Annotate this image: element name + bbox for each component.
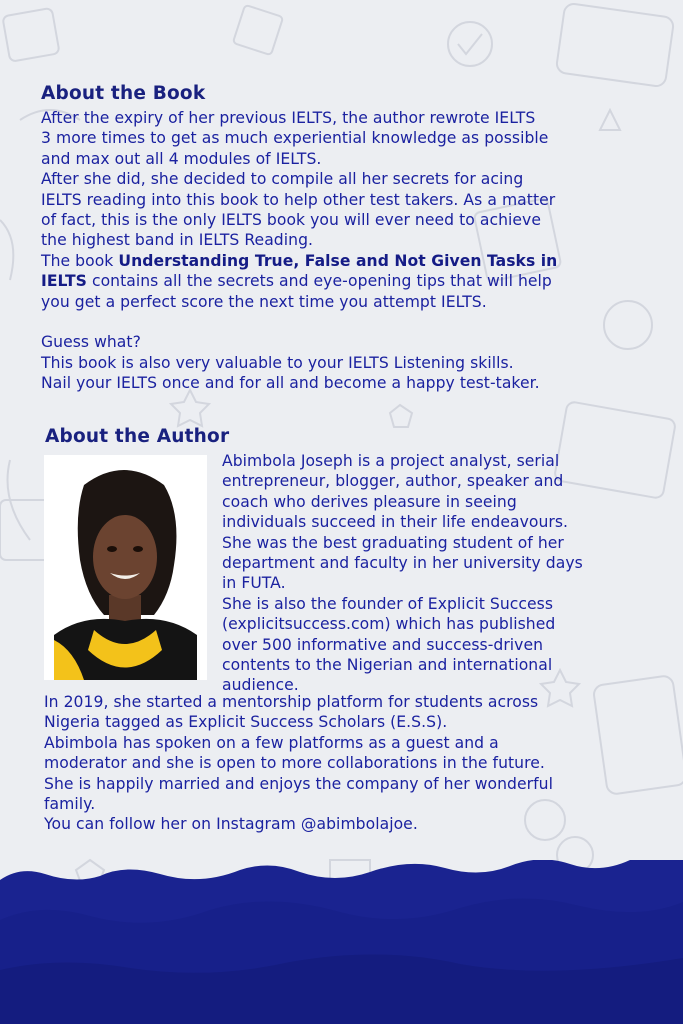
book-title-rest: contains all the secrets and eye-opening tips that will help bbox=[86, 272, 552, 291]
blank-line bbox=[41, 312, 557, 332]
author-line: She is happily married and enjoys the company of her wonderful bbox=[44, 774, 553, 793]
author-line: audience. bbox=[222, 676, 299, 695]
about-book-heading: About the Book bbox=[41, 83, 206, 104]
book-line: and max out all 4 modules of IELTS. bbox=[41, 149, 322, 168]
author-line: She was the best graduating student of her bbox=[222, 533, 564, 552]
book-line: the highest band in IELTS Reading. bbox=[41, 231, 314, 250]
author-photo bbox=[44, 455, 207, 680]
book-line: 3 more times to get as much experiential knowledge as possible bbox=[41, 129, 549, 148]
book-line: This book is also very valuable to your IELTS Listening skills. bbox=[41, 353, 514, 372]
book-title-line bbox=[41, 251, 557, 271]
author-line: family. bbox=[44, 795, 96, 814]
author-line: entrepreneur, blogger, author, speaker and bbox=[222, 472, 564, 491]
book-title-bold: Understanding True, False and Not Given Tasks in bbox=[118, 251, 558, 270]
author-line: over 500 informative and success-driven bbox=[222, 635, 544, 654]
author-line: moderator and she is open to more collaborations in the future. bbox=[44, 754, 545, 773]
footer-wave bbox=[0, 860, 683, 1024]
author-line: Abimbola has spoken on a few platforms as a guest and a bbox=[44, 733, 499, 752]
book-line: After she did, she decided to compile all her secrets for acing bbox=[41, 170, 524, 189]
book-title-intro: The book bbox=[41, 251, 119, 270]
author-line: contents to the Nigerian and international bbox=[222, 656, 553, 675]
author-line: Nigeria tagged as Explicit Success Scholars (E.S.S). bbox=[44, 713, 448, 732]
book-line: IELTS reading into this book to help other test takers. As a matter bbox=[41, 190, 556, 209]
about-book-text bbox=[41, 108, 557, 394]
book-title-line bbox=[41, 271, 557, 291]
author-line: She is also the founder of Explicit Success bbox=[222, 594, 553, 613]
author-line: individuals succeed in their life endeavours. bbox=[222, 513, 569, 532]
author-line: In 2019, she started a mentorship platform for students across bbox=[44, 693, 539, 711]
author-line: coach who derives pleasure in seeing bbox=[222, 492, 517, 511]
book-title-bold: IELTS bbox=[41, 272, 87, 291]
author-line: Abimbola Joseph is a project analyst, serial bbox=[222, 452, 560, 470]
book-line: After the expiry of her previous IELTS, the author rewrote IELTS bbox=[41, 109, 536, 127]
author-line: in FUTA. bbox=[222, 574, 286, 593]
author-line: You can follow her on Instagram @abimbolajoe. bbox=[44, 815, 418, 834]
book-line: of fact, this is the only IELTS book you will ever need to achieve bbox=[41, 211, 541, 230]
book-line: Guess what? bbox=[41, 333, 141, 352]
book-line: Nail your IELTS once and for all and become a happy test-taker. bbox=[41, 374, 540, 393]
about-author-full-text bbox=[44, 692, 553, 835]
about-author-side-text bbox=[222, 451, 583, 696]
about-author-heading: About the Author bbox=[45, 426, 230, 447]
author-line: (explicitsuccess.com) which has published bbox=[222, 615, 556, 634]
book-line: you get a perfect score the next time you attempt IELTS. bbox=[41, 292, 487, 311]
author-line: department and faculty in her university days bbox=[222, 554, 583, 573]
author-portrait-illustration bbox=[44, 455, 207, 680]
